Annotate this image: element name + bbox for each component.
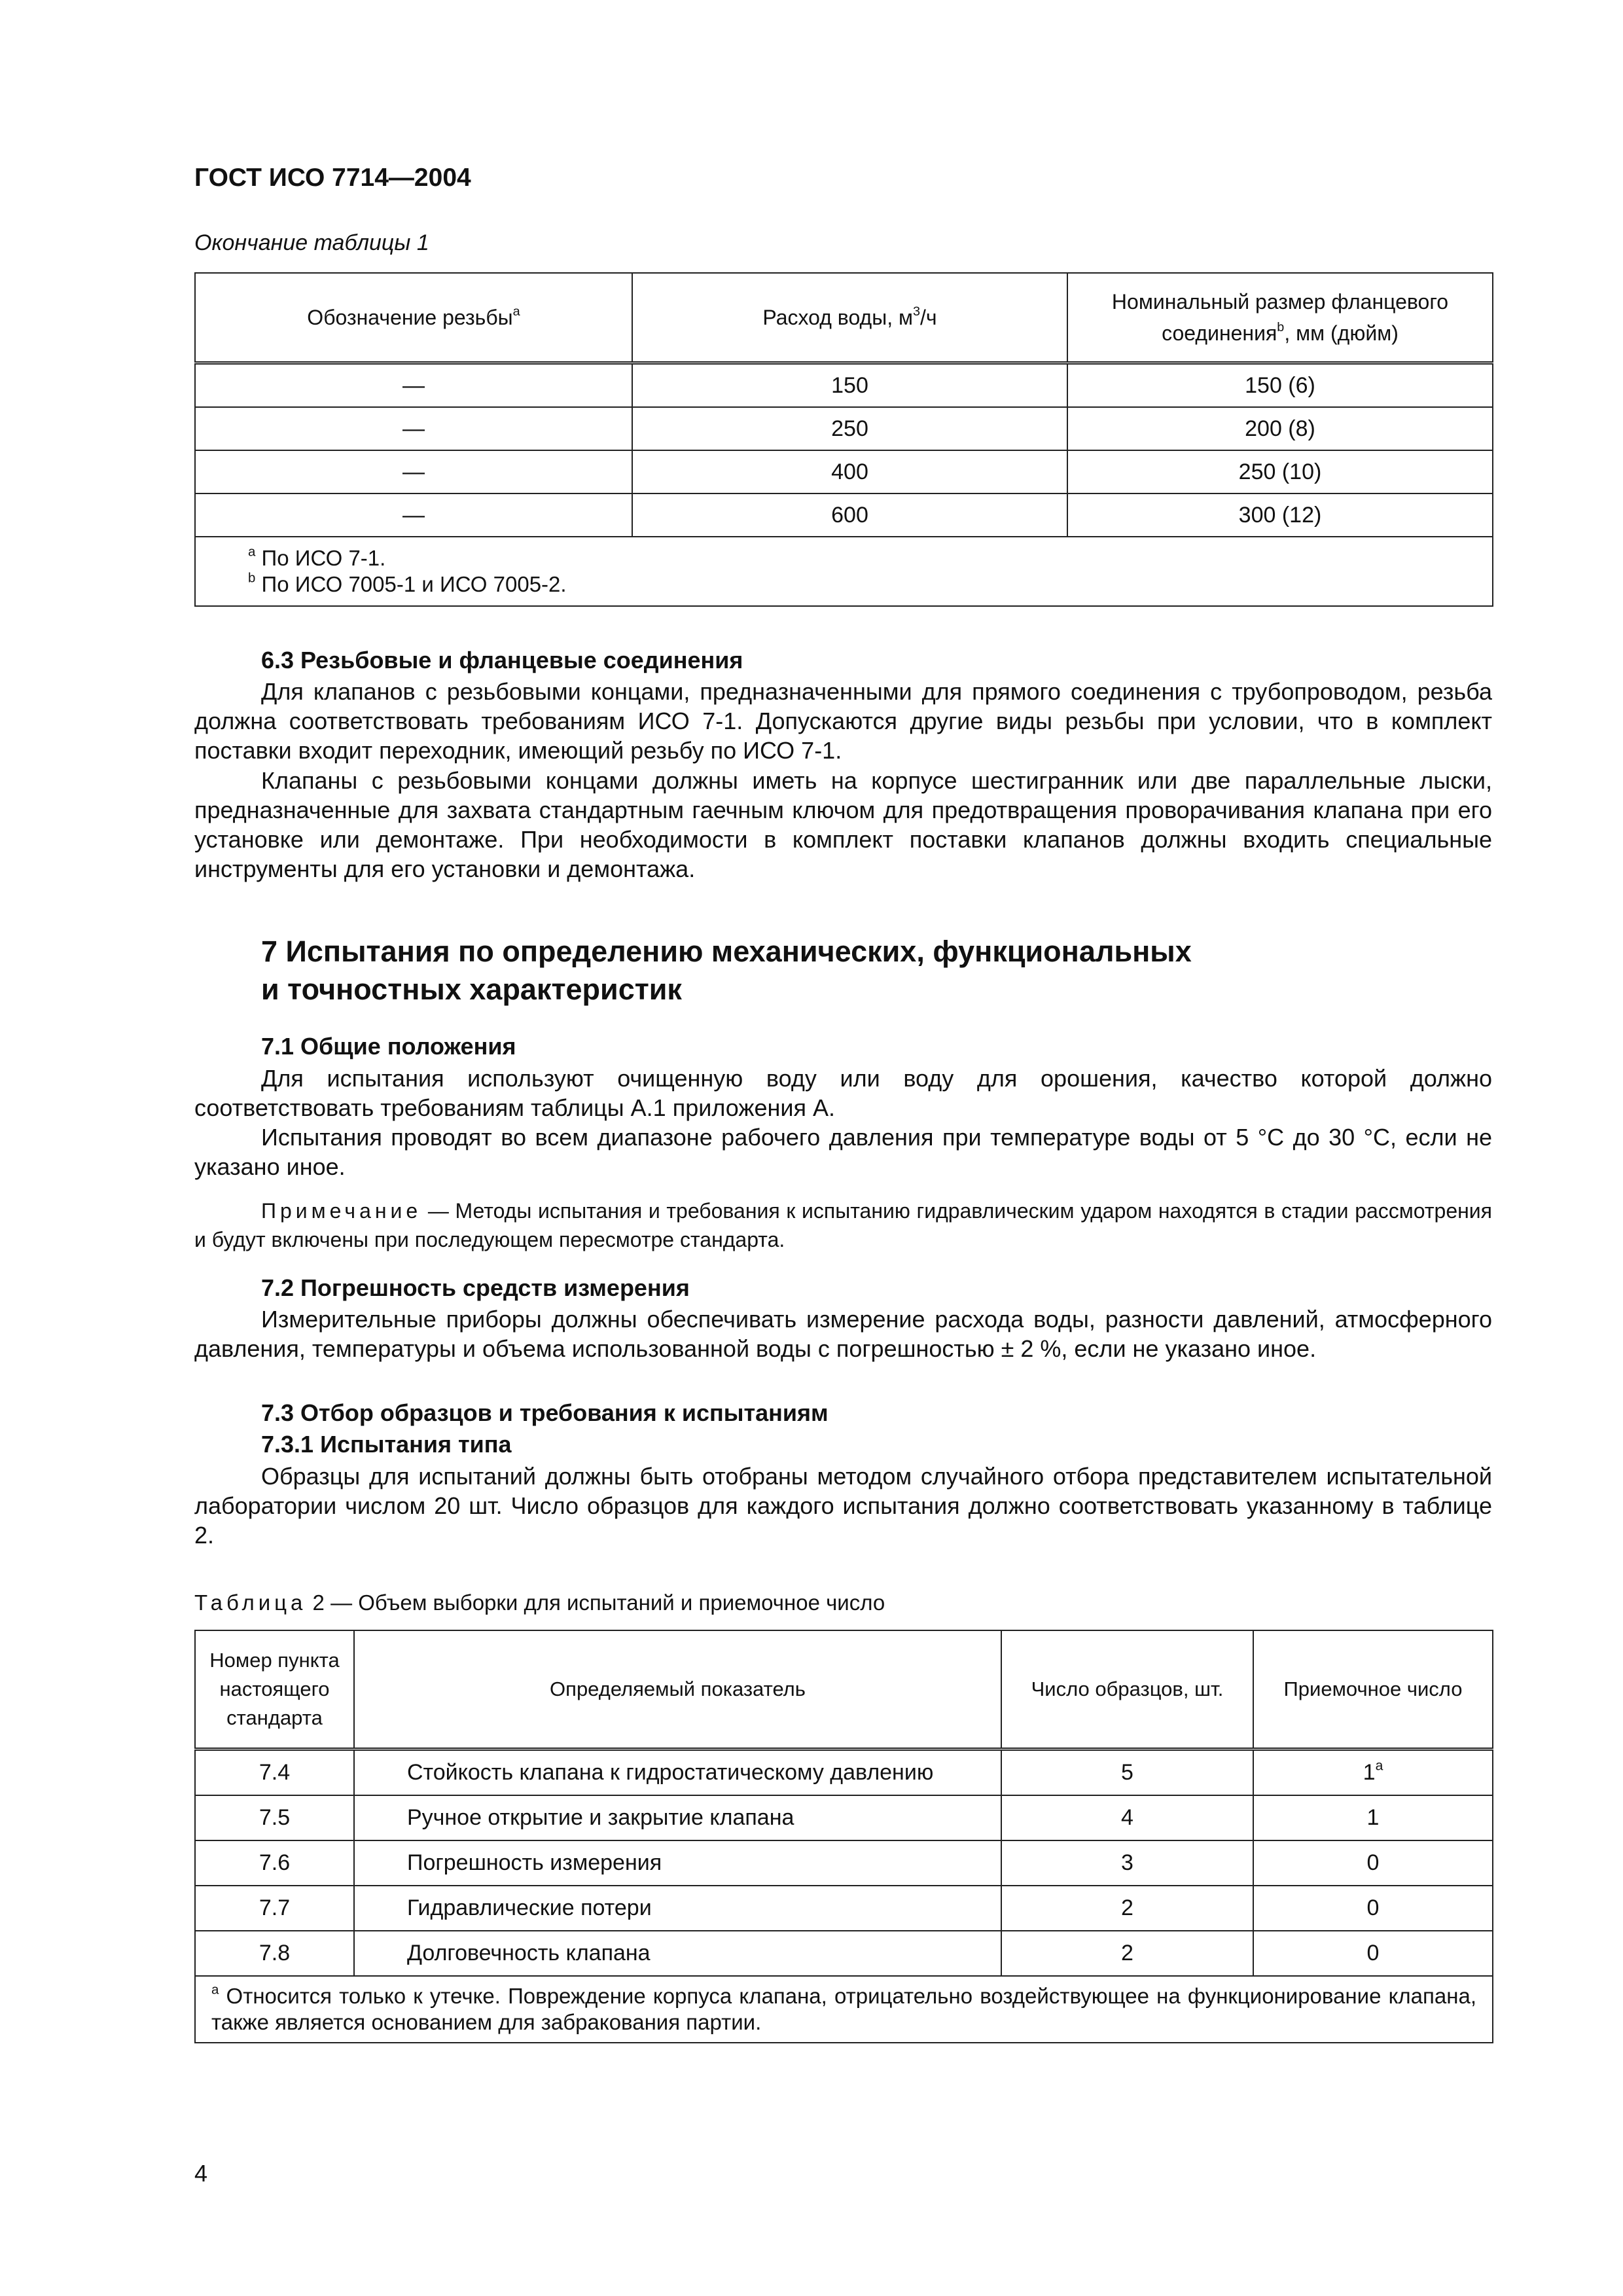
table-row [195,1931,1493,1976]
section-7-2-heading: 7.2 Погрешность средств измерения [261,1274,690,1301]
table-row [195,363,1493,408]
table1-footnote-b: $^b$ По ИСО 7005-1 и ИСО 7005-2. [248,570,567,596]
acceptance-cell: 0 [1253,1840,1493,1886]
clause-cell: 7.7 [195,1886,354,1931]
table-2 [194,1630,1493,2043]
section-7-1-paragraph-1: Для испытания используют очищенную воду или воду для орошения, качество которой должно соответствовать требованиям таблицы А.1 приложения А. [194,1065,1492,1121]
table-row [195,1840,1493,1886]
table1-footnote-a: $^a$ По ИСО 7-1. [248,544,386,570]
table2-header-row [195,1630,1493,1749]
table1-header-thread: Обозначение резьбы$^a$ [195,273,632,363]
flow-cell: 400 [632,450,1067,493]
samples-cell: 2 [1001,1886,1253,1931]
flange-cell: 300 (12) [1067,493,1493,537]
thread-cell: — [195,493,632,537]
clause-cell: 7.6 [195,1840,354,1886]
flange-cell: 200 (8) [1067,407,1493,450]
acceptance-cell: 1 [1253,1795,1493,1840]
indicator-cell: Гидравлические потери [354,1886,1001,1931]
samples-cell: 3 [1001,1840,1253,1886]
acceptance-cell: 0 [1253,1886,1493,1931]
table-row [195,450,1493,493]
table2-footnote-row [195,1976,1493,2043]
table1-header-row [195,273,1493,363]
table-row [195,407,1493,450]
section-6-3-heading: 6.3 Резьбовые и фланцевые соединения [261,647,743,673]
section-7-heading: 7 Испытания по определению механических, функциональных и точностных характеристик [261,935,1192,1006]
clause-cell: 7.4 [195,1749,354,1796]
table2-footnote: $^a$ Относится только к утечке. Повреждение корпуса клапана, отрицательно воздействующее на функционирование клапана, также является основанием для забракования партии. [195,1976,1493,2043]
clause-cell: 7.5 [195,1795,354,1840]
section-7-1-note: Примечание — Методы испытания и требования к испытанию гидравлическим ударом находятся в стадии рассмотрения и будут включены при последующем пересмотре стандарта. [194,1199,1492,1251]
samples-cell: 2 [1001,1931,1253,1976]
indicator-cell: Ручное открытие и закрытие клапана [354,1795,1001,1840]
flange-cell: 150 (6) [1067,363,1493,408]
table2-header-acceptance: Приемочное число [1253,1630,1493,1749]
acceptance-cell: 1$^a$ [1253,1749,1493,1796]
table2-caption: Таблица 2 — Объем выборки для испытаний и приемочное число [194,1590,885,1615]
section-6-3-paragraph-1: Для клапанов с резьбовыми концами, предназначенными для прямого соединения с трубопроводом, резьба должна соответствовать требованиям ИСО 7-1. Допускаются другие виды резьбы при условии, что в комплект поставки входит переходник, имеющий резьбу по ИСО 7-1. [194,678,1492,764]
table1-footnotes [195,537,1493,606]
table1-continuation-caption: Окончание таблицы 1 [194,230,429,255]
indicator-cell: Долговечность клапана [354,1931,1001,1976]
thread-cell: — [195,363,632,408]
section-7-3-1-paragraph-1: Образцы для испытаний должны быть отобраны методом случайного отбора представителем испытательной лаборатории числом 20 шт. Число образцов для каждого испытания должно соответствовать указанному в таблице 2. [194,1463,1492,1549]
section-6-3-paragraph-2: Клапаны с резьбовыми концами должны иметь на корпусе шестигранник или две параллельные лыски, предназначенные для захвата стандартным гаечным ключом для предотвращения проворачивания клапана при его установке или демонтаже. При необходимости в комплект поставки клапанов должны входить специальные инструменты для его установки и демонтажа. [194,767,1492,882]
clause-cell: 7.8 [195,1931,354,1976]
table2-header-indicator: Определяемый показатель [354,1630,1001,1749]
table1-footnotes-row [195,537,1493,606]
acceptance-cell: 0 [1253,1931,1493,1976]
flow-cell: 250 [632,407,1067,450]
flange-cell: 250 (10) [1067,450,1493,493]
table-row [195,493,1493,537]
section-7-3-heading: 7.3 Отбор образцов и требования к испытаниям [261,1399,829,1426]
table-row [195,1795,1493,1840]
flow-cell: 150 [632,363,1067,408]
thread-cell: — [195,407,632,450]
table-row [195,1886,1493,1931]
table1-header-flow: Расход воды, $м^3/ч$ [632,273,1067,363]
flow-cell: 600 [632,493,1067,537]
section-7-1-heading: 7.1 Общие положения [261,1033,516,1060]
samples-cell: 4 [1001,1795,1253,1840]
table1-header-flange: Номинальный размер фланцевого соединения$^b$, мм (дюйм) [1067,273,1493,363]
table-row [195,1749,1493,1796]
standard-designation: ГОСТ ИСО 7714—2004 [194,164,471,192]
indicator-cell: Стойкость клапана к гидростатическому давлению [354,1749,1001,1796]
samples-cell: 5 [1001,1749,1253,1796]
table2-header-samples: Число образцов, шт. [1001,1630,1253,1749]
section-7-2-paragraph-1: Измерительные приборы должны обеспечивать измерение расхода воды, разности давлений, атмосферного давления, температуры и объема использованной воды с погрешностью ± 2 %, если не указано иное. [194,1306,1492,1362]
table2-header-clause: Номер пункта настоящего стандарта [195,1630,354,1749]
indicator-cell: Погрешность измерения [354,1840,1001,1886]
table-1 [194,272,1493,607]
section-7-3-1-heading: 7.3.1 Испытания типа [261,1431,512,1458]
thread-cell: — [195,450,632,493]
section-7-1-paragraph-2: Испытания проводят во всем диапазоне рабочего давления при температуре воды от 5 °С до 30 °С, если не указано иное. [194,1124,1492,1180]
page-number: 4 [194,2160,208,2187]
